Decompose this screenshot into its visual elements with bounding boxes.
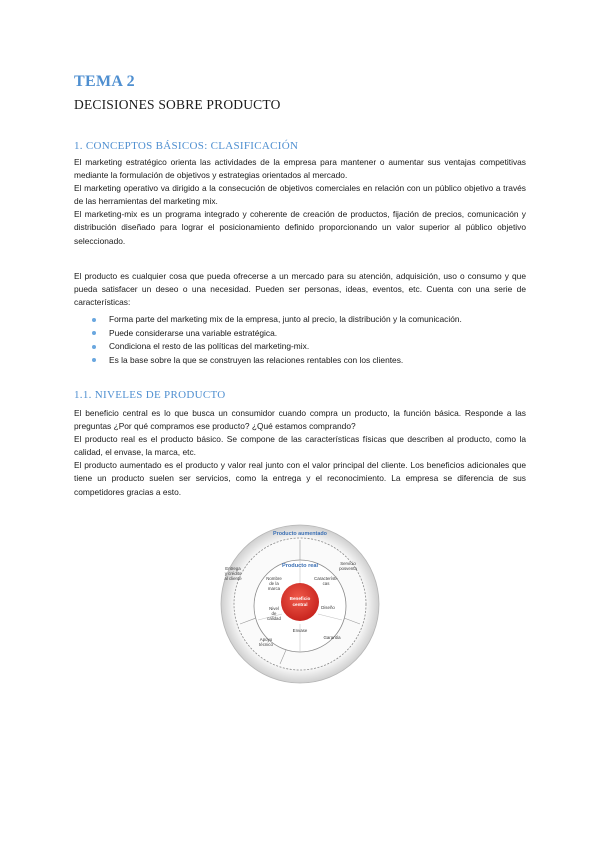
inner-item-label: Nombre bbox=[266, 576, 282, 581]
inner-item-label: Diseño bbox=[321, 605, 335, 610]
real-product-label: Producto real bbox=[281, 563, 319, 569]
section-heading: 1. CONCEPTOS BÁSICOS: CLASIFICACIÓN bbox=[74, 140, 299, 152]
inner-item-label: cas bbox=[322, 581, 330, 586]
list-item: Puede considerarse una variable estratégica. bbox=[74, 327, 526, 341]
subsection-body bbox=[74, 407, 526, 499]
outer-item-label: Servicio bbox=[340, 561, 356, 566]
paragraph-producto-aumentado: El producto aumentado es el producto y valor real junto con el valor principal del cliente. Los beneficios adicionales que tiene un producto suelen ser servicios, como la entrega y el reconocimiento. La empresa se diferencia de sus competidores gracias a esto. bbox=[74, 460, 526, 497]
outer-item-label: Garantía bbox=[323, 635, 341, 640]
inner-item-label: de bbox=[271, 611, 277, 616]
inner-item-label: calidad bbox=[267, 616, 281, 621]
chapter-label: TEMA 2 bbox=[74, 73, 135, 90]
augmented-product-label: Producto aumentado bbox=[273, 531, 327, 537]
inner-item-label: de la bbox=[269, 581, 279, 586]
inner-item-label: Nivel bbox=[269, 606, 279, 611]
core-benefit-label: central bbox=[292, 602, 308, 607]
list-item: Es la base sobre la que se construyen las relaciones rentables con los clientes. bbox=[74, 354, 526, 368]
chapter-title: DECISIONES SOBRE PRODUCTO bbox=[74, 97, 281, 112]
core-benefit-label: Beneficio bbox=[289, 596, 311, 601]
outer-item-label: al cliente bbox=[224, 576, 242, 581]
inner-item-label: Característi- bbox=[314, 576, 338, 581]
inner-item-label: Envase bbox=[292, 628, 308, 633]
paragraph-marketing-estrategico: El marketing estratégico orienta las actividades de la empresa para mantener o aumentar sus ventajas competitivas mediante la formulación de objetivos y estrategias orientados al mercado. bbox=[74, 157, 526, 181]
inner-item-label: marca bbox=[267, 586, 281, 591]
paragraph-producto-definicion: El producto es cualquier cosa que pueda ofrecerse a un mercado para su atención, adquisición, uso o consumo y que pueda satisfacer un deseo o una necesidad. Pueden ser personas, ideas, eventos, etc. Cuenta con una serie de características: bbox=[74, 271, 526, 308]
characteristics-list bbox=[74, 313, 526, 367]
list-item: Condiciona el resto de las políticas del marketing-mix. bbox=[74, 340, 526, 354]
outer-item-label: técnico bbox=[259, 642, 273, 647]
paragraph-beneficio-central: El beneficio central es lo que busca un consumidor cuando compra un producto, la función básica. Responde a las preguntas ¿Por qué compramos ese producto? ¿Qué estamos comprando? bbox=[74, 408, 526, 432]
product-levels-diagram bbox=[220, 524, 380, 684]
paragraph-marketing-mix: El marketing-mix es un programa integrado y coherente de creación de productos, fijación de precios, comunicación y distribución diseñado para lograr el posicionamiento definido proporcionando un valor superior al público objetivo seleccionado. bbox=[74, 209, 526, 246]
section-body bbox=[74, 156, 526, 248]
paragraph-marketing-operativo: El marketing operativo va dirigido a la consecución de objetivos comerciales en relación con un público objetivo a través de las herramientas del marketing mix. bbox=[74, 183, 526, 207]
paragraph-producto-real: El producto real es el producto básico. Se compone de las características físicas que describen al producto, como la calidad, el envase, la marca, etc. bbox=[74, 434, 526, 458]
outer-item-label: posventa bbox=[339, 566, 357, 571]
subsection-heading: 1.1. NIVELES DE PRODUCTO bbox=[74, 389, 226, 401]
list-item: Forma parte del marketing mix de la empresa, junto al precio, la distribución y la comunicación. bbox=[74, 313, 526, 327]
outer-item-label: Apoyo bbox=[259, 637, 273, 642]
outer-item-label: Entrega bbox=[225, 566, 241, 571]
outer-item-label: y crédito bbox=[224, 571, 242, 576]
